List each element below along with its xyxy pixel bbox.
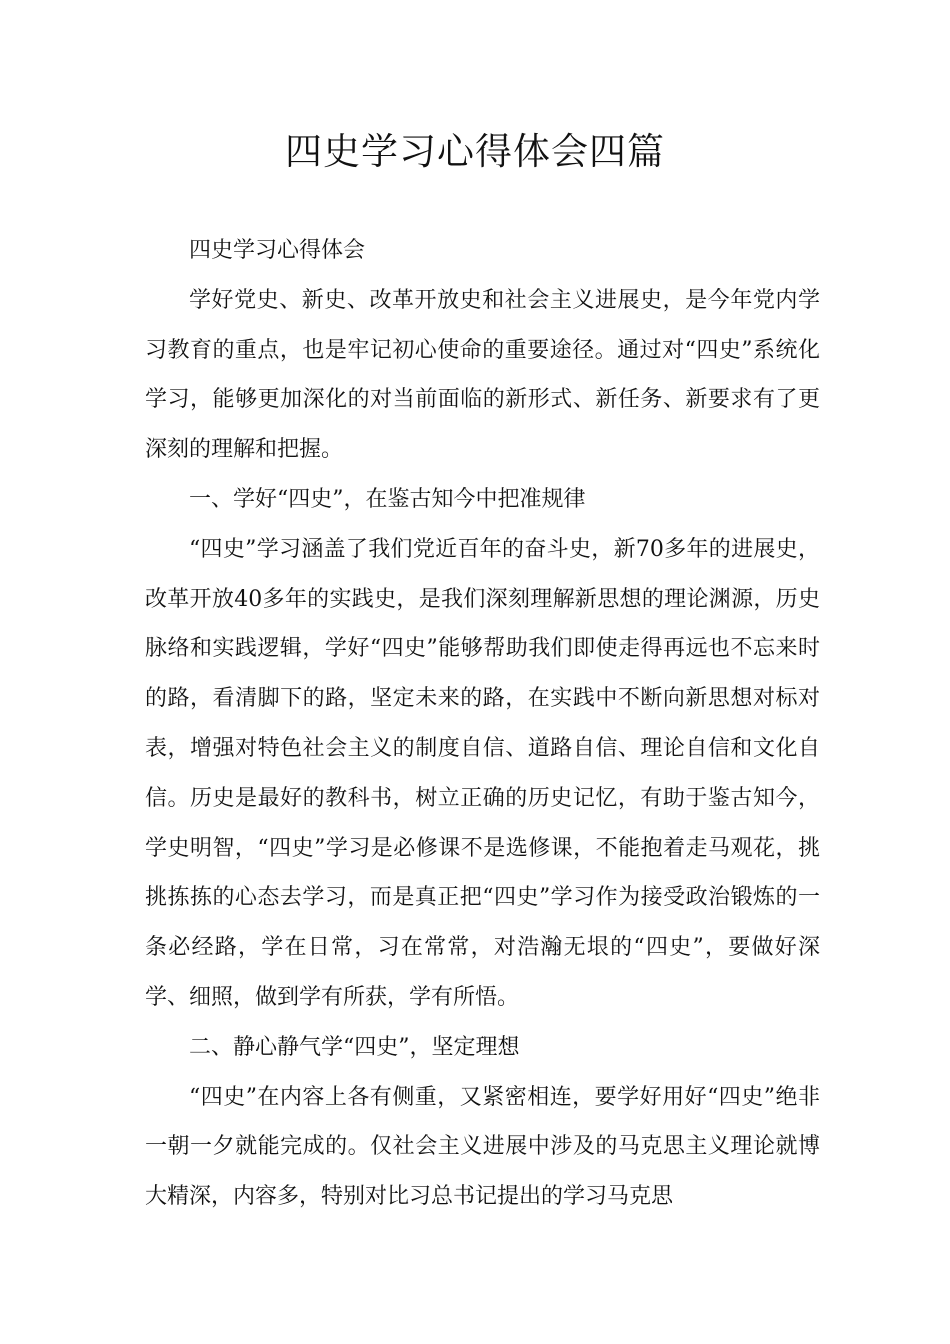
document-body [145, 226, 820, 1222]
section-heading-1: 一、学好“四史”，在鉴古知今中把准规律 [189, 486, 586, 512]
section-2-paragraph: “四史”在内容上各有侧重，又紧密相连，要学好用好“四史”绝非一朝一夕就能完成的。仅社会主义进展中涉及的马克思主义理论就博大精深，内容多，特别对比习总书记提出的学习马克思 [145, 1084, 820, 1210]
document-title: 四史学习心得体会四篇 [285, 130, 665, 173]
subtitle-paragraph: 四史学习心得体会 [189, 238, 366, 263]
section-1-paragraph: “四史”学习涵盖了我们党近百年的奋斗史，新70多年的进展史，改革开放40多年的实践史，是我们深刻理解新思想的理论渊源，历史脉络和实践逻辑，学好“四史”能够帮助我们即使走得再远也不忘来时的路，看清脚下的路，坚定未来的路，在实践中不断向新思想对标对表，增强对特色社会主义的制度自信、道路自信、理论自信和文化自信。历史是最好的教科书，树立正确的历史记忆，有助于鉴古知今，学史明智，“四史”学习是必修课不是选修课，不能抱着走马观花，挑挑拣拣的心态去学习，而是真正把“四史”学习作为接受政治锻炼的一条必经路，学在日常，习在常常，对浩瀚无垠的“四史”，要做好深学、细照，做到学有所获，学有所悟。 [145, 536, 820, 1010]
intro-paragraph: 学好党史、新史、改革开放史和社会主义进展史，是今年党内学习教育的重点，也是牢记初心使命的重要途径。通过对“四史”系统化学习，能够更加深化的对当前面临的新形式、新任务、新要求有了更深刻的理解和把握。 [145, 287, 820, 463]
section-heading-2: 二、静心静气学“四史”，坚定理想 [189, 1034, 520, 1060]
